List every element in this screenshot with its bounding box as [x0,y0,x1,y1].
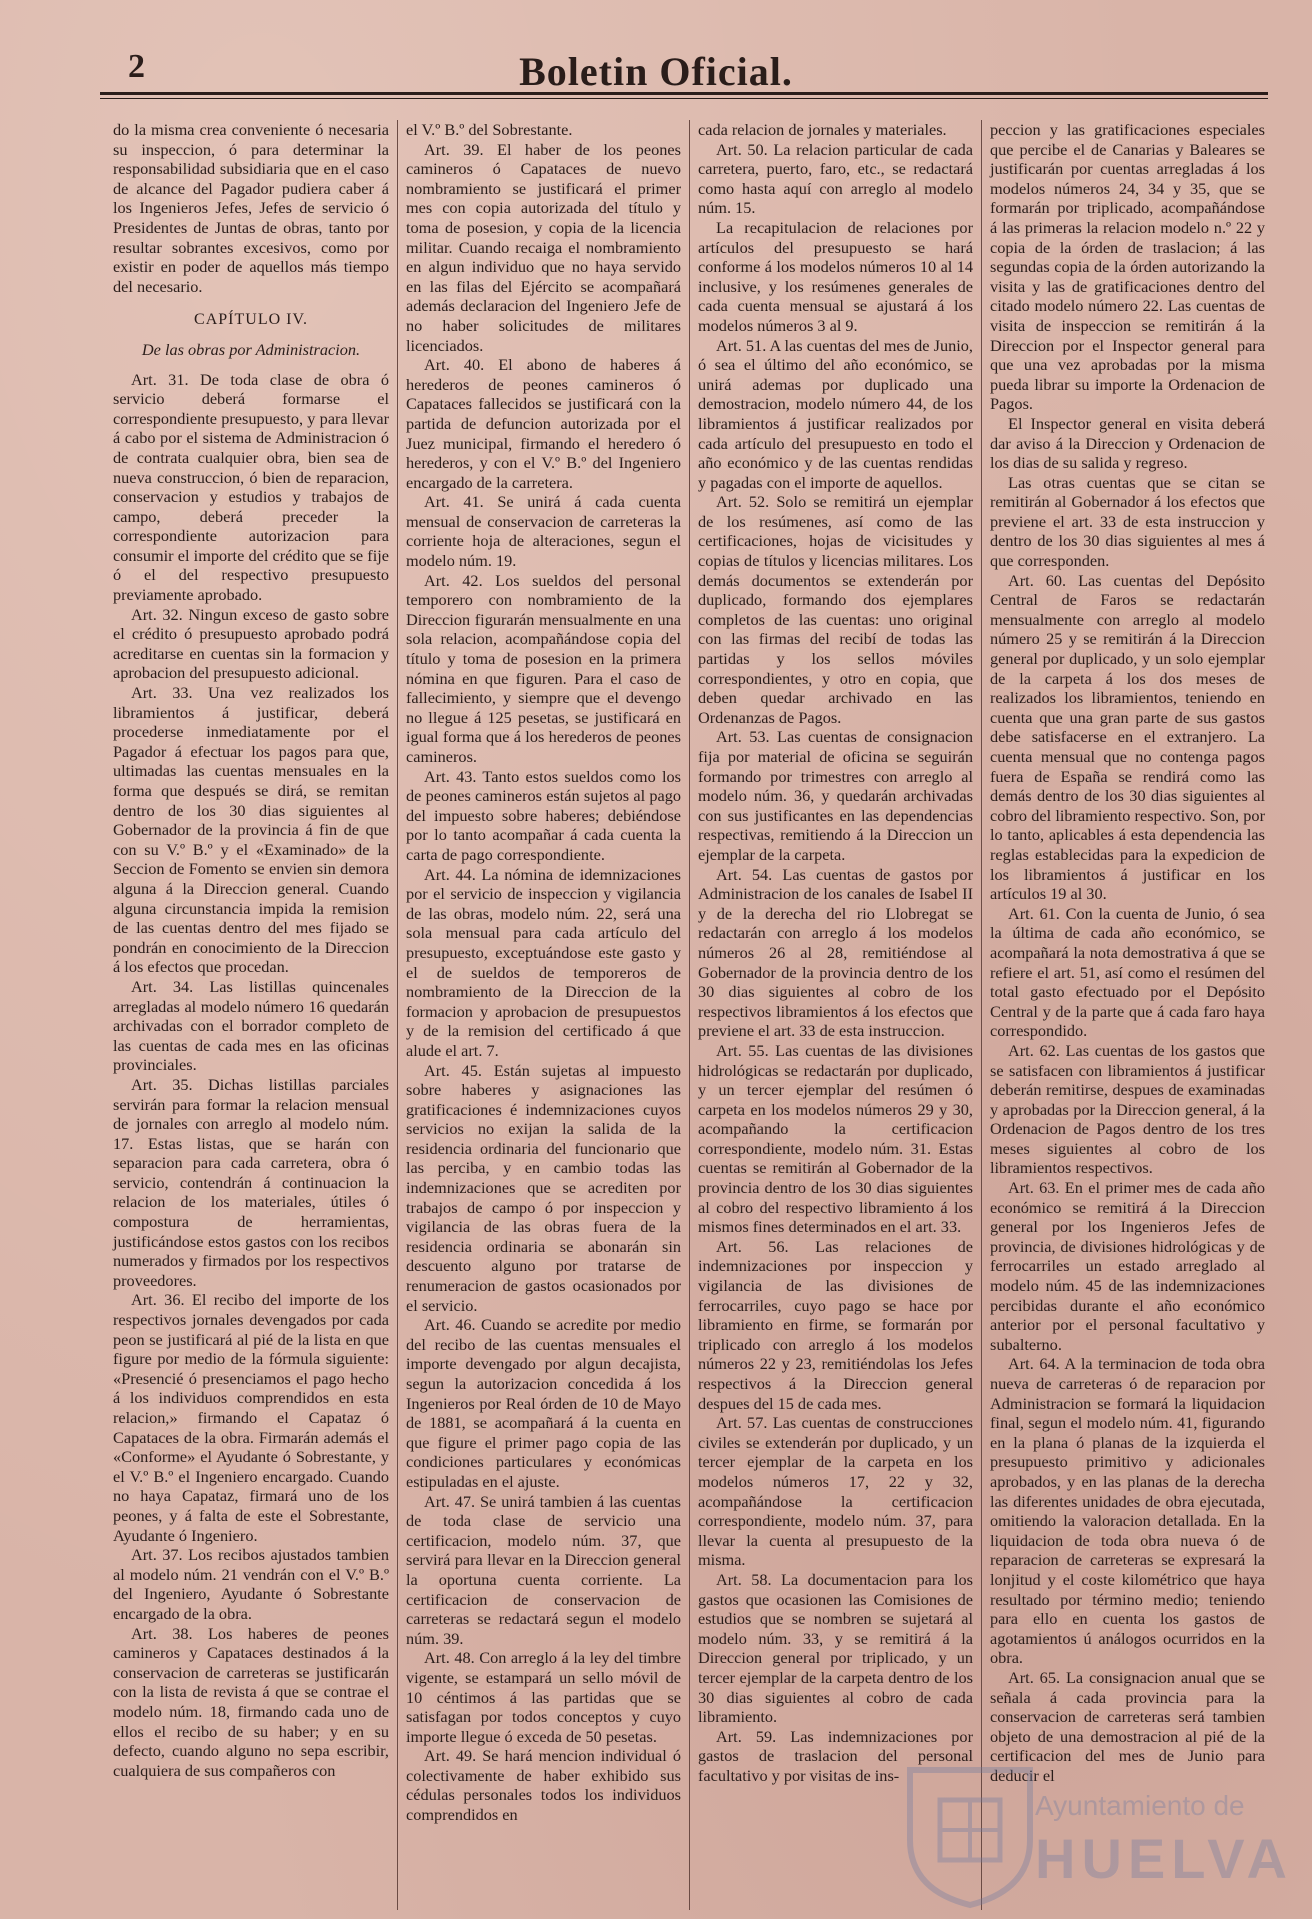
article-paragraph: Art. 49. Se hará mencion individual ó colectivamente de haber exhibido sus cédulas personales todos los individuos comprendidos en [406,1746,681,1825]
column-2 [397,120,689,1910]
article-paragraph: Art. 58. La documentacion para los gastos que ocasionen las Comisiones de estudios que se nombren se sujetará al modelo núm. 33, y se remitirá á la Direccion general por triplicado, y un tercer ejemplar de la carpeta dentro de los 30 dias siguientes al cobro de cada libramiento. [698,1569,973,1727]
newspaper-masthead: Boletin Oficial. [519,49,793,94]
article-paragraph: Art. 32. Ningun exceso de gasto sobre el crédito ó presupuesto aprobado podrá acreditarse en cuentas sin la formacion y aprobacion del presupuesto adicional. [113,604,389,683]
article-paragraph: Art. 40. El abono de haberes á herederos de peones camineros ó Capataces fallecidos se justificará con la partida de defuncion autorizada por el Juez municipal, firmando el heredero ó herederos, y con el V.º B.º del Ingeniero encargado de la carretera. [406,355,681,492]
chapter-subtitle: De las obras por Administracion. [141,339,361,359]
article-paragraph: Art. 50. La relacion particular de cada carretera, puerto, faro, etc., se redactará como hasta aquí con arreglo al modelo núm. 15. [698,139,973,218]
article-paragraph: Art. 35. Dichas listillas parciales servirán para formar la relacion mensual de jornales con arreglo al modelo núm. 17. Estas listas, que se harán con separacion para cada carretera, obra ó servicio, contendrán á continuacion la relacion de los materiales, útiles ó compostura de herramientas, justificándose estos gastos con los recibos numerados y firmados por los respectivos proveedores. [113,1074,389,1290]
article-paragraph: el V.º B.º del Sobrestante. [406,120,573,139]
article-paragraph: Art. 45. Están sujetas al impuesto sobre haberes y asignaciones las gratificaciones é indemnizaciones cuyos servicios no exijan la salida de la residencia ordinaria del funcionario que las perciba, y en cambio todas las indemnizaciones que se acrediten por trabajos de campo ó por inspeccion y vigilancia de las obras fuera de la residencia ordinaria se abonarán sin descuento alguno por tratarse de renumeracion de gastos ocasionados por el servicio. [406,1060,681,1315]
article-paragraph: Art. 63. En el primer mes de cada año económico se remitirá á la Direccion general por los Ingenieros Jefes de provincia, de divisiones hidrológicas y de ferrocarriles un estado arreglado al modelo núm. 45 de las indemnizaciones percibidas durante el año económico anterior por el personal facultativo y subalterno. [990,1178,1265,1354]
article-paragraph: Art. 46. Cuando se acredite por medio del recibo de las cuentas mensuales el importe devengado por algun decajista, segun la autorizacion concedida á los Ingenieros por Real órden de 10 de Mayo de 1881, se acompañará á la cuenta en que figure el primer pago copia de las condiciones particulares y económicas estipuladas en el ajuste. [406,1315,681,1491]
article-paragraph: Art. 55. Las cuentas de las divisiones hidrológicas se redactarán por duplicado, y un tercer ejemplar del resúmen ó carpeta en los modelos números 29 y 30, acompañando la certificacion correspondiente, modelo núm. 31. Estas cuentas se remitirán al Gobernador de la provincia dentro de los 30 dias siguientes al cobro del respectivo libramiento á los mismos fines determinados en el art. 33. [698,1040,973,1237]
article-paragraph: peccion y las gratificaciones especiales que percibe el de Canarias y Baleares se justificarán por cuentas arregladas á los modelos números 24, 34 y 35, que se formarán por triplicado, acompañándose á las primeras la relacion modelo n.º 22 y copia de la órden de traslacion; á las segundas copia de la órden autorizando la visita y las de gratificaciones dentro del citado modelo número 22. Las cuentas de visita de inspeccion se remitirán á la Direccion por el Inspector general para que una vez aprobadas por la misma pueda librar su importe la Ordenacion de Pagos. [990,120,1265,414]
page-number: 2 [128,48,145,85]
article-paragraph: Art. 41. Se unirá á cada cuenta mensual de conservacion de carreteras la corriente hoja de alteraciones, segun el modelo núm. 19. [406,492,681,571]
watermark-line-1: Ayuntamiento de [1035,1790,1245,1821]
article-paragraph: Art. 60. Las cuentas del Depósito Central de Faros se redactarán mensualmente con arreglo al modelo número 25 y se remitirán á la Direccion general por duplicado, y un solo ejemplar de la carpeta á los dos meses de realizados los libramientos, teniendo en cuenta que una gran parte de sus gastos debe satisfacerse en el extranjero. La cuenta mensual que no contenga pagos fuera de España se rendirá como las demás dentro de los 30 dias siguientes al cobro del libramiento respectivo. Son, por lo tanto, aplicables á esta dependencia las reglas establecidas para la expedicion de los libramientos á justificar en los artículos 19 al 30. [990,570,1265,904]
article-paragraph: Art. 36. El recibo del importe de los respectivos jornales devengados por cada peon se justificará al pié de la lista en que figure por medio de la fórmula siguiente: «Presencié ó presenciamos el pago hecho á los individuos comprendidos en esta relacion,» firmando el Capataz ó Capataces de la obra. Firmarán además el «Conforme» el Ayudante ó Sobrestante, y el V.º B.º el Ingeniero encargado. Cuando no haya Capataz, firmará uno de los peones, y á falta de este el Sobrestante, Ayudante ó Ingeniero. [113,1290,389,1545]
column-4 [981,120,1273,1910]
article-paragraph: cada relacion de jornales y materiales. [698,120,947,139]
shield-icon [900,1760,1040,1910]
article-paragraph: Art. 62. Las cuentas de los gastos que se satisfacen con libramientos á justificar deberán remitirse, despues de examinadas y aprobadas por la Direccion general, á la Ordenacion de Pagos dentro de los tres meses siguientes al cobro de los libramientos respectivos. [990,1040,1265,1178]
article-paragraph: Art. 64. A la terminacion de toda obra nueva de carreteras ó de reparacion por Administracion se formará la liquidacion final, segun el modelo núm. 41, figurando en la plana ó planas de la izquierda el presupuesto primitivo y adicionales aprobados, y en las planas de la derecha las diferentes unidades de obra ejecutada, omitiendo la valoracion detallada. En la liquidacion de toda obra nueva ó de reparacion de carreteras se expresará la lonjitud y el coste kilométrico que haya resultado por término medio; teniendo para ello en cuenta los gastos de agotamientos ú análogos ocurridos en la obra. [990,1354,1265,1668]
header-rule [100,92,1268,95]
article-paragraph: Art. 43. Tanto estos sueldos como los de peones camineros están sujetos al pago del impuesto sobre haberes; debiéndose por lo tanto acompañar á cada cuenta la carta de pago correspondiente. [406,766,681,864]
article-paragraph: Art. 65. La consignacion anual que se señala á cada provincia para la conservacion de carreteras será tambien objeto de una demostracion al pié de la certificacion del mes de Junio para deducir el [990,1667,1265,1785]
watermark-line-2: HUELVA [1035,1827,1293,1890]
article-paragraph: Art. 31. De toda clase de obra ó servicio deberá formarse el correspondiente presupuesto, y para llevar á cabo por el sistema de Administracion ó de contrata cualquier obra, bien sea de nueva construccion, ó bien de reparacion, conservacion y estudios y trabajos de campo, deberá preceder la correspondiente autorizacion para consumir el importe del crédito que se fije ó el del respectivo presupuesto previamente aprobado. [113,369,389,605]
chapter-heading: CAPÍTULO IV. [194,311,308,329]
article-paragraph: Art. 34. Las listillas quincenales arregladas al modelo número 16 quedarán archivadas con el borrador completo de las cuentas de cada mes en las oficinas provinciales. [113,976,389,1075]
text-columns [105,120,1275,1910]
article-paragraph: Art. 47. Se unirá tambien á las cuentas de toda clase de servicio una certificacion, modelo núm. 37, que servirá para llevar en la Direccion general la oportuna cuenta corriente. La certificacion de conservacion de carreteras se redactará segun el modelo núm. 39. [406,1491,681,1648]
article-paragraph: do la misma crea conveniente ó necesaria su inspeccion, ó para determinar la responsabilidad subsidiaria que en el caso de alcance del Pagador pudiera caber á los Ingenieros Jefes, Jefes de servicio ó Presidentes de Juntas de obras, tanto por resultar sobrantes excesivos, como por existir en poder de aquellos más tiempo del necesario. [113,120,389,296]
article-paragraph: La recapitulacion de relaciones por artículos del presupuesto se hará conforme á los modelos números 10 al 14 inclusive, y los resúmenes generales de cada cuenta mensual se ajustará á los modelos números 3 al 9. [698,217,973,335]
article-paragraph: Art. 54. Las cuentas de gastos por Administracion de los canales de Isabel II y de la derecha del rio Llobregat se redactarán con arreglo á los modelos números 26 al 28, remitiéndose al Gobernador de la provincia dentro de los 30 dias siguientes al cobro de los respectivos libramientos á los efectos que previene el art. 33 de esta instruccion. [698,864,973,1041]
article-paragraph: Art. 38. Los haberes de peones camineros y Capataces destinados á la conservacion de carreteras se justificarán con la lista de revista á que se contrae el modelo núm. 18, firmando cada uno de ellos el recibo de su haber; y en su defecto, cuando alguno no sepa escribir, cualquiera de sus compañeros con [113,1623,389,1780]
article-paragraph: Art. 33. Una vez realizados los libramientos á justificar, deberá procederse inmediatamente por el Pagador á efectuar los pagos para que, ultimadas las cuentas mensuales en la forma que después se dirá, se remitan dentro de los 30 dias siguientes al Gobernador de la provincia á fin de que con su V.º B.º y el «Examinado» de la Seccion de Fomento se envien sin demora alguna á la Direccion general. Cuando alguna circunstancia impida la remision de las cuentas dentro del mes fijado se pondrán en conocimiento de la Direccion á los efectos que procedan. [113,683,389,977]
article-paragraph: Art. 52. Solo se remitirá un ejemplar de los resúmenes, así como de las certificaciones, hojas de vicisitudes y copias de títulos y licencias militares. Los demás documentos se extenderán por duplicado, formando dos ejemplares completos de las cuentas: uno original con las firmas del recibí de todas las partidas y los sellos móviles correspondientes, y otro en copia, que deben quedar archivado en las Ordenanzas de Pagos. [698,492,973,727]
article-paragraph: Art. 37. Los recibos ajustados tambien al modelo núm. 21 vendrán con el V.º B.º del Ingeniero, Ayudante ó Sobrestante encargado de la obra. [113,1545,389,1623]
article-paragraph: Art. 53. Las cuentas de consignacion fija por material de oficina se seguirán formando por trimestres con arreglo al modelo núm. 36, y quedarán archivadas con sus justificantes en las dependencias respectivas, remitiendo á la Direccion un ejemplar de la carpeta. [698,727,973,864]
article-paragraph: Art. 44. La nómina de idemnizaciones por el servicio de inspeccion y vigilancia de las obras, modelo núm. 22, será una sola mensual para cada artículo del presupuesto, exceptuándose este gasto y el de sueldos de temporeros de nombramiento de la Direccion de la formacion y aprobacion de presupuestos y de la remision del certificado á que alude el art. 7. [406,864,681,1060]
header-rule-thin [100,98,1268,99]
article-paragraph: Art. 59. Las indemnizaciones por gastos de traslacion del personal facultativo y por visitas de ins- [698,1726,973,1785]
article-paragraph: Art. 51. A las cuentas del mes de Junio, ó sea el último del año económico, se unirá ademas por duplicado una demostracion, modelo número 44, de los libramientos á justificar realizados por cada artículo del presupuesto en todo el año económico y de las cuentas rendidas y pagadas con el importe de aquellos. [698,335,973,492]
article-paragraph: Art. 39. El haber de los peones camineros ó Capataces de nuevo nombramiento se justificará el primer mes con copia autorizada del título y toma de posesion, y copia de la licencia militar. Cuando recaiga el nombramiento en algun individuo que no haya servido en las filas del Ejército se acompañará además declaracion del Ingeniero Jefe de no haber solicitudes de militares licenciados. [406,139,681,355]
article-paragraph: Art. 57. Las cuentas de construcciones civiles se extenderán por duplicado, y un tercer ejemplar de la carpeta en los modelos números 17, 22 y 32, acompañándose la certificacion correspondiente, modelo núm. 37, para llevar la cuenta al presupuesto de la misma. [698,1413,973,1570]
archive-watermark [900,1760,1293,1910]
article-paragraph: Art. 56. Las relaciones de indemnizaciones por inspeccion y vigilancia de las divisiones de ferrocarriles, cuyo pago se hace por libramiento en firme, se formarán por triplicado con arreglo á los modelos números 22 y 23, remitiéndolas los Jefes respectivos á la Direccion general despues del 15 de cada mes. [698,1236,973,1413]
article-paragraph: El Inspector general en visita deberá dar aviso á la Direccion y Ordenacion de los dias de su salida y regreso. [990,413,1265,473]
column-1 [105,120,397,1910]
column-3 [689,120,981,1910]
article-paragraph: Art. 42. Los sueldos del personal temporero con nombramiento de la Direccion figurarán mensualmente en una sola relacion, acompañándose copia del título y toma de posesion en la primera nómina en que figuren. Para el caso de fallecimiento, y siempre que el devengo no llegue á 125 pesetas, se justificará en igual forma que á los herederos de peones camineros. [406,570,681,766]
article-paragraph: Las otras cuentas que se citan se remitirán al Gobernador á los efectos que previene el art. 33 de esta instruccion y dentro de los 30 dias siguientes al mes á que corresponden. [990,472,1265,571]
article-paragraph: Art. 61. Con la cuenta de Junio, ó sea la última de cada año económico, se acompañará la nota demostrativa á que se refiere el art. 51, así como el resúmen del total gasto efectuado por el Depósito Central y de la parte que á cada faro haya correspondido. [990,903,1265,1041]
article-paragraph: Art. 48. Con arreglo á la ley del timbre vigente, se estampará un sello móvil de 10 céntimos á las partidas que se satisfagan por todos conceptos y cuyo importe llegue ó exceda de 50 pesetas. [406,1648,681,1746]
